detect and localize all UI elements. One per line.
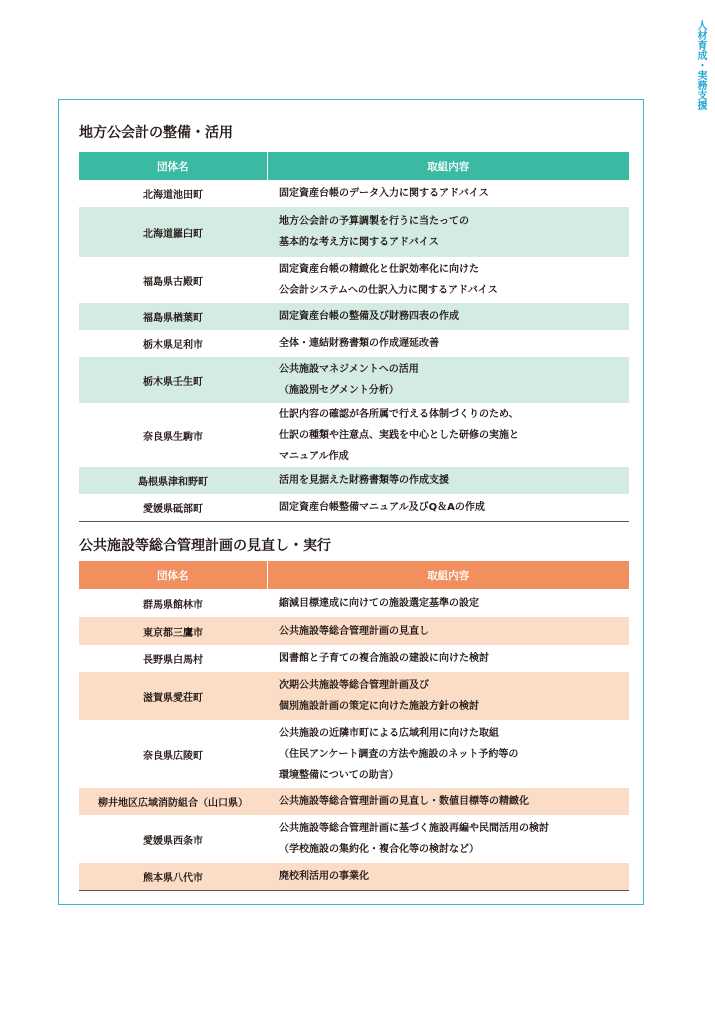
table-row (79, 403, 629, 467)
content-line: 固定資産台帳の整備及び財務四表の作成 (279, 311, 459, 322)
content-line: 図書館と子育ての複合施設の建設に向けた検討 (279, 653, 489, 664)
table-header-row (79, 152, 629, 180)
org-name: 群馬県館林市 (143, 599, 203, 611)
table-row (79, 815, 629, 863)
table-header-row (79, 561, 629, 589)
content-cell (267, 180, 629, 207)
content-line: 次期公共施設等総合管理計画及び (279, 680, 429, 691)
content-cell (267, 494, 629, 521)
org-name: 長野県白馬村 (143, 655, 203, 666)
org-name: 奈良県生駒市 (143, 431, 203, 443)
table-row (79, 357, 629, 403)
content-line: 固定資産台帳のデータ入力に関するアドバイス (279, 188, 489, 199)
table-row (79, 330, 629, 357)
org-name: 熊本県八代市 (79, 863, 267, 890)
content-cell (267, 815, 629, 863)
content-line: （学校施設の集約化・複合化等の検討など） (279, 844, 479, 855)
content-cell (267, 257, 629, 303)
content-line: 固定資産台帳の精緻化と仕訳効率化に向けた (279, 264, 479, 275)
content-line: 公会計システムへの仕訳入力に関するアドバイス (279, 285, 498, 296)
org-name: 滋賀県愛荘町 (79, 672, 267, 720)
header-content: 取組内容 (267, 152, 629, 180)
content-line: 地方公会計の予算調製を行うに当たっての (279, 216, 469, 227)
content-cell (267, 467, 629, 494)
header-org: 団体名 (79, 561, 267, 589)
org-name: 北海道羅臼町 (79, 207, 267, 257)
content-line: 活用を見据えた財務書類等の作成支援 (279, 475, 449, 486)
table-row (79, 303, 629, 330)
content-line: （住民アンケート調査の方法や施設のネット予約等の (279, 748, 519, 760)
table-row (79, 180, 629, 207)
content-cell (267, 863, 629, 890)
table-row (79, 788, 629, 815)
content-cell (267, 672, 629, 720)
org-name: 愛媛県砥部町 (79, 494, 267, 521)
content-line: 環境整備についての助言） (279, 769, 399, 781)
header-content: 取組内容 (267, 561, 629, 589)
content-line: 公共施設マネジメントへの活用 (279, 364, 419, 375)
org-name: 東京都三鷹市 (79, 617, 267, 645)
org-name: 北海道池田町 (143, 190, 203, 201)
content-line: 公共施設等総合管理計画の見直し・数値目標等の精緻化 (279, 796, 529, 807)
content-line: 仕訳の種類や注意点、実践を中心とした研修の実施と (279, 429, 519, 441)
content-cell (267, 617, 629, 645)
table-row (79, 672, 629, 720)
header-org: 団体名 (79, 152, 267, 180)
side-tab-label: 人材育成・実務支援 (695, 20, 706, 110)
content-line: 仕訳内容の確認が各所属で行える体制づくりのため、 (279, 408, 519, 420)
table-row (79, 617, 629, 645)
content-line: 公共施設等総合管理計画の見直し (279, 625, 429, 637)
table-row (79, 863, 629, 890)
org-name: 福島県楢葉町 (79, 303, 267, 330)
table-row (79, 720, 629, 788)
content-line: 全体・連結財務書類の作成遅延改善 (279, 338, 439, 349)
content-cell (267, 330, 629, 357)
org-name: 栃木県足利市 (143, 340, 203, 351)
org-name: 福島県古殿町 (143, 276, 203, 288)
content-line: 公共施設の近隣市町による広域利用に向けた取組 (279, 727, 499, 739)
section1-title: 地方公会計の整備・活用 (79, 125, 233, 141)
content-cell (267, 720, 629, 788)
table-row (79, 645, 629, 672)
content-cell (267, 788, 629, 815)
content-cell (267, 207, 629, 257)
table-row (79, 494, 629, 521)
org-name: 島根県津和野町 (79, 467, 267, 494)
facilities-table (79, 561, 629, 891)
content-cell (267, 357, 629, 403)
accounting-table (79, 152, 629, 522)
content-line: （施設別セグメント分析） (279, 385, 399, 396)
table-row (79, 467, 629, 494)
content-cell (267, 645, 629, 672)
content-line: 廃校利活用の事業化 (279, 870, 369, 882)
content-cell (267, 403, 629, 467)
org-name: 柳井地区広域消防組合（山口県） (79, 788, 267, 815)
section2-title: 公共施設等総合管理計画の見直し・実行 (79, 538, 331, 554)
content-line: 個別施設計画の策定に向けた施設方針の検討 (279, 701, 479, 712)
org-name: 栃木県壬生町 (79, 357, 267, 403)
content-cell (267, 589, 629, 617)
table-row (79, 589, 629, 617)
content-cell (267, 303, 629, 330)
content-line: マニュアル作成 (279, 450, 349, 462)
org-name: 奈良県広陵町 (143, 750, 203, 762)
content-line: 縮減目標達成に向けての施設選定基準の設定 (279, 597, 479, 609)
table-row (79, 257, 629, 303)
org-name: 愛媛県西条市 (143, 835, 203, 847)
content-line: 固定資産台帳整備マニュアル及びQ＆Aの作成 (279, 501, 485, 513)
content-line: 基本的な考え方に関するアドバイス (279, 237, 439, 248)
table-row (79, 207, 629, 257)
content-line: 公共施設等総合管理計画に基づく施設再編や民間活用の検討 (279, 823, 549, 834)
